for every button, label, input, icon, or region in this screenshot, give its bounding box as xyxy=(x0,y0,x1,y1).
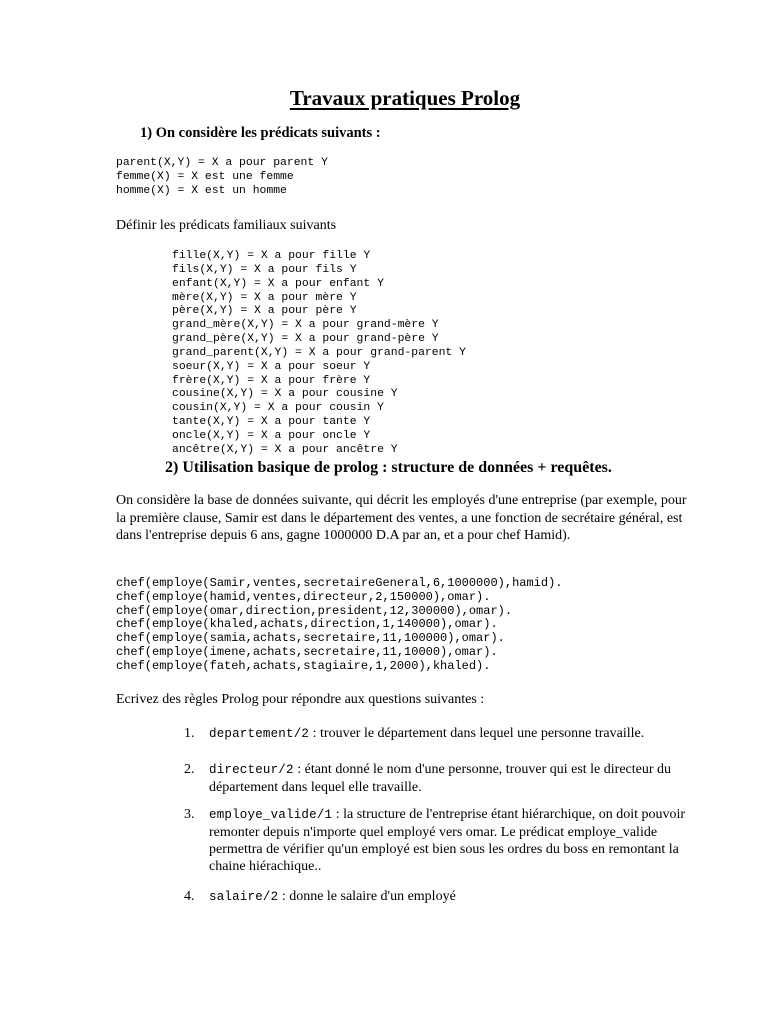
question-predicate: salaire/2 xyxy=(209,890,279,904)
question-text: : la structure de l'entreprise étant hiérarchique, on doit pouvoir remonter depuis n'importe quel employé vers omar. Le prédicat employe_valide permettra de vérifier qu'un employé est bien sous les ordres du boss en remontant la chaine hiérachique.. xyxy=(209,807,686,874)
section-2-heading: 2) Utilisation basique de prolog : structure de données + requêtes. xyxy=(165,459,612,476)
question-body xyxy=(209,725,704,743)
question-number: 4. xyxy=(184,889,195,904)
question-body xyxy=(209,761,704,796)
question-body xyxy=(209,806,704,875)
database-intro-paragraph: On considère la base de données suivante, qui décrit les employés d'une entreprise (par exemple, pour la première clause, Samir est dans le département des ventes, a une fonction de secrétaire général, est dans l'entreprise depuis 6 ans, gagne 1000000 D.A par an, et a pour chef Hamid). xyxy=(116,493,687,543)
question-text: : trouver le département dans lequel une personne travaille. xyxy=(309,726,645,741)
question-number: 2. xyxy=(184,762,195,777)
question-text: : donne le salaire d'un employé xyxy=(278,889,456,904)
question-predicate: departement/2 xyxy=(209,727,310,741)
employee-facts-code: chef(employe(Samir,ventes,secretaireGeneral,6,1000000),hamid). chef(employe(hamid,ventes,directeur,2,150000),omar). chef(employe(omar,direction,president,12,300000),omar). chef(employe(khaled,achats,direction,1,140000),omar). chef(employe(samia,achats,secretaire,11,100000),omar). chef(employe(imene,achats,secretaire,11,10000),omar). chef(employe(fateh,achats,stagiaire,1,2000),khaled). xyxy=(116,576,563,673)
page-title: Travaux pratiques Prolog xyxy=(289,86,521,110)
question-predicate: employe_valide/1 xyxy=(209,808,333,822)
question-body xyxy=(209,888,704,906)
question-number: 1. xyxy=(184,726,195,741)
write-rules-text: Ecrivez des règles Prolog pour répondre aux questions suivantes : xyxy=(116,692,485,707)
question-text: : étant donné le nom d'une personne, trouver qui est le directeur du département dans lequel elle travaille. xyxy=(209,762,672,795)
question-number: 3. xyxy=(184,807,195,822)
base-predicates-code: parent(X,Y) = X a pour parent Y femme(X) = X est une femme homme(X) = X est un homme xyxy=(116,157,328,197)
question-predicate: directeur/2 xyxy=(209,763,294,777)
section-1-heading: 1) On considère les prédicats suivants : xyxy=(140,125,381,141)
family-predicates-code: fille(X,Y) = X a pour fille Y fils(X,Y) = X a pour fils Y enfant(X,Y) = X a pour enfant Y mère(X,Y) = X a pour mère Y père(X,Y) = X a pour père Y grand_mère(X,Y) = X a pour grand-mère Y grand_père(X,Y) = X a pour grand-père Y grand_parent(X,Y) = X a pour grand-parent Y soeur(X,Y) = X a pour soeur Y frère(X,Y) = X a pour frère Y cousine(X,Y) = X a pour cousine Y cousin(X,Y) = X a pour cousin Y tante(X,Y) = X a pour tante Y oncle(X,Y) = X a pour oncle Y ancêtre(X,Y) = X a pour ancêtre Y xyxy=(172,250,466,456)
define-predicates-text: Définir les prédicats familiaux suivants xyxy=(116,218,337,233)
